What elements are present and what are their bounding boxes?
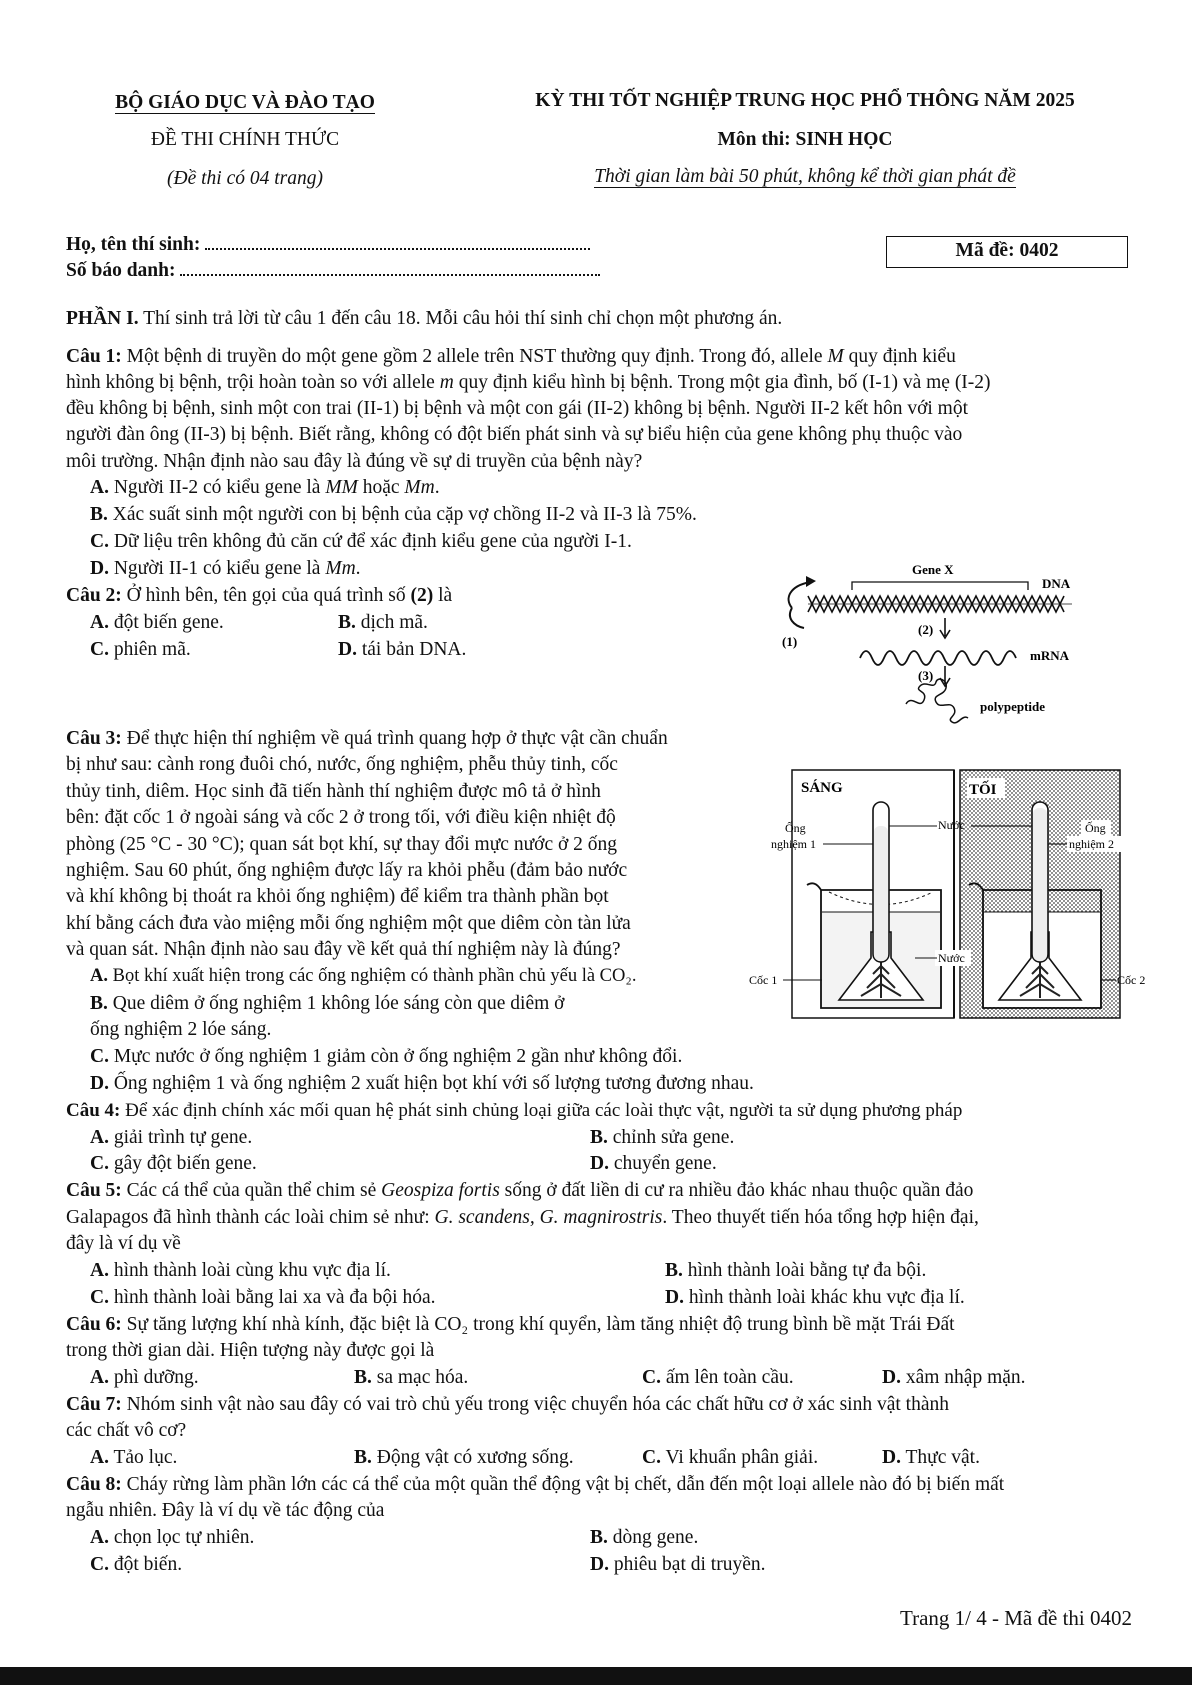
- q8-option-c: C. đột biến.: [90, 1554, 183, 1575]
- process-2-label: (2): [918, 622, 934, 637]
- q5-option-c: C. hình thành loài bằng lai xa và đa bội hóa.: [90, 1287, 436, 1308]
- q2-option-a: A. đột biến gene.: [90, 612, 224, 633]
- q1-line4: người đàn ông (II-3) bị bệnh. Biết rằng, không có đột biến phát sinh và sự biểu hiện của gene không phụ thuộc vào: [66, 424, 963, 445]
- mrna-strand: [860, 651, 1016, 665]
- q5-option-b: B. hình thành loài bằng tự đa bội.: [665, 1260, 927, 1281]
- q3-line4: bên: đặt cốc 1 ở ngoài sáng và cốc 2 ở trong tối, với điều kiện nhiệt độ: [66, 807, 616, 828]
- ministry-name: BỘ GIÁO DỤC VÀ ĐÀO TẠO: [115, 92, 375, 113]
- polypeptide-label: polypeptide: [980, 699, 1046, 714]
- part1-instruction: PHẦN I. Thí sinh trả lời từ câu 1 đến câu 18. Mỗi câu hỏi thí sinh chỉ chọn một phương án.: [66, 308, 783, 329]
- water-top-label: Nước: [938, 818, 965, 832]
- process-3-label: (3): [918, 668, 934, 683]
- q5-line2: Galapagos đã hình thành các loài chim sẻ như: G. scandens, G. magnirostris. Theo thuyết tiến hóa tổng hợp hiện đại,: [66, 1207, 979, 1228]
- candidate-name-label: Họ, tên thí sinh:: [66, 234, 201, 255]
- q5-line1: Câu 5: Các cá thể của quần thể chim sẻ Geospiza fortis sống ở đất liền di cư ra nhiều đảo khác nhau thuộc quần đảo: [66, 1180, 974, 1201]
- q3-line1: Câu 3: Để thực hiện thí nghiệm về quá trình quang hợp ở thực vật cần chuẩn: [66, 728, 668, 749]
- q4-option-a: A. giải trình tự gene.: [90, 1127, 253, 1148]
- q7-option-a: A. Tảo lục.: [90, 1447, 178, 1468]
- polypeptide-chain: [906, 679, 968, 723]
- candidate-name-dots: [205, 234, 590, 250]
- q8-option-b: B. dòng gene.: [590, 1527, 699, 1548]
- q8-option-a: A. chọn lọc tự nhiên.: [90, 1527, 255, 1548]
- q3-option-c: C. Mực nước ở ống nghiệm 1 giảm còn ở ống nghiệm 2 gần như không đổi.: [90, 1046, 683, 1067]
- scan-edge: [0, 1667, 1192, 1685]
- gene-x-label: Gene X: [912, 562, 954, 577]
- process-1-label: (1): [782, 634, 798, 649]
- gene-expression-figure: [780, 556, 1100, 731]
- q8-line1: Câu 8: Cháy rừng làm phần lớn các cá thể của một quần thể động vật bị chết, dẫn đến một loại allele nào đó bị biến mất: [66, 1474, 1005, 1495]
- q7-option-c: C. Vi khuẩn phân giải.: [642, 1447, 819, 1468]
- exam-title: KỲ THI TỐT NGHIỆP TRUNG HỌC PHỔ THÔNG NĂM 2025: [535, 90, 1075, 111]
- q3-option-d: D. Ống nghiệm 1 và ống nghiệm 2 xuất hiện bọt khí với số lượng tương đương nhau.: [90, 1073, 754, 1094]
- q5-line3: đây là ví dụ về: [66, 1233, 181, 1254]
- divider: [953, 770, 955, 1018]
- dark-label: TỐI: [969, 782, 997, 798]
- q1-option-c: C. Dữ liệu trên không đủ căn cứ để xác định kiểu gene của người I-1.: [90, 531, 632, 552]
- time-note: Thời gian làm bài 50 phút, không kể thời gian phát đề: [594, 166, 1016, 187]
- candidate-id-label: Số báo danh:: [66, 260, 176, 281]
- q7-option-d: D. Thực vật.: [882, 1447, 980, 1468]
- q1-line1: Câu 1: Một bệnh di truyền do một gene gồm 2 allele trên NST thường quy định. Trong đó, allele M quy định kiểu: [66, 346, 956, 367]
- replication-arrowhead: [806, 576, 816, 587]
- q1-option-a: A. Người II-2 có kiểu gene là MM hoặc Mm.: [90, 477, 440, 498]
- cup-1-label: Cốc 1: [749, 973, 778, 987]
- candidate-id-dots: [180, 260, 600, 276]
- q6-option-a: A. phì dưỡng.: [90, 1367, 199, 1388]
- q7-line2: các chất vô cơ?: [66, 1420, 187, 1441]
- q3-line2: bị như sau: cành rong đuôi chó, nước, ống nghiệm, phễu thủy tinh, cốc: [66, 754, 618, 775]
- tube-2-label-b: nghiệm 2: [1069, 837, 1114, 851]
- page-footer: Trang 1/ 4 - Mã đề thi 0402: [900, 1606, 1132, 1630]
- replication-arrow-tail: [790, 608, 804, 628]
- q8-line2: ngẫu nhiên. Đây là ví dụ về tác động của: [66, 1500, 385, 1521]
- q8-option-d: D. phiêu bạt di truyền.: [590, 1554, 766, 1575]
- q7-option-b: B. Động vật có xương sống.: [354, 1447, 574, 1468]
- q3-line6: nghiệm. Sau 60 phút, ống nghiệm được lấy ra khỏi phễu (đảm bảo nước: [66, 860, 628, 881]
- q4-option-d: D. chuyển gene.: [590, 1153, 717, 1174]
- q2-option-c: C. phiên mã.: [90, 639, 191, 660]
- dna-label: DNA: [1042, 576, 1071, 591]
- q6-option-b: B. sa mạc hóa.: [354, 1367, 469, 1388]
- q1-line3: đều không bị bệnh, sinh một con trai (II-1) bị bệnh và một con gái (II-2) không bị bệnh. Người II-2 kết hôn với một: [66, 398, 969, 419]
- q5-option-d: D. hình thành loài khác khu vực địa lí.: [665, 1287, 965, 1308]
- process-2-arrow: [940, 618, 950, 638]
- q2-option-d: D. tái bản DNA.: [338, 639, 467, 660]
- light-label: SÁNG: [801, 780, 843, 796]
- q3-option-a: A. Bọt khí xuất hiện trong các ống nghiệm có thành phần chủ yếu là CO₂.: [90, 966, 637, 986]
- q3-line9: và quan sát. Nhận định nào sau đây về kết quả thí nghiệm này là đúng?: [66, 939, 621, 960]
- q2-stem: Câu 2: Ở hình bên, tên gọi của quá trình số (2) là: [66, 585, 453, 606]
- q3-line5: phòng (25 °C - 30 °C); quan sát bọt khí, sự thay đổi mực nước ở 2 ống: [66, 834, 618, 855]
- q4-option-c: C. gây đột biến gene.: [90, 1153, 257, 1174]
- tube-1-label-a: Ống: [785, 821, 806, 835]
- q3-line3: thủy tinh, diêm. Học sinh đã tiến hành thí nghiệm được mô tả ở hình: [66, 781, 601, 802]
- official-label: ĐỀ THI CHÍNH THỨC: [150, 129, 340, 150]
- q3-option-b-cont: ống nghiệm 2 lóe sáng.: [90, 1019, 272, 1040]
- q5-option-a: A. hình thành loài cùng khu vực địa lí.: [90, 1260, 391, 1281]
- mrna-label: mRNA: [1030, 648, 1069, 663]
- q6-option-c: C. ấm lên toàn cầu.: [642, 1367, 794, 1388]
- q1-line2: hình không bị bệnh, trội hoàn toàn so với allele m quy định kiểu hình bị bệnh. Trong một gia đình, bố (I-1) và mẹ (I-2): [66, 372, 991, 393]
- candidate-name-row: [66, 232, 590, 258]
- exam-code-box: Mã đề: 0402: [886, 236, 1128, 268]
- q1-option-d: D. Người II-1 có kiểu gene là Mm.: [90, 558, 361, 579]
- q3-line8: khí bằng cách đưa vào miệng mỗi ống nghiệm một que diêm còn tàn lửa: [66, 913, 631, 934]
- cup-2-label: Cốc 2: [1117, 973, 1146, 987]
- pages-note: (Đề thi có 04 trang): [167, 168, 323, 189]
- test-tube-1-water: [874, 826, 888, 961]
- q4-option-b: B. chỉnh sửa gene.: [590, 1127, 735, 1148]
- q2-option-b: B. dịch mã.: [338, 612, 428, 633]
- tube-2-label-a: Ống: [1085, 821, 1106, 835]
- water-mid-label: Nước: [938, 951, 965, 965]
- test-tube-2-water: [1033, 808, 1047, 961]
- photosynthesis-experiment-figure: [745, 762, 1160, 1024]
- q6-line1: Câu 6: Sự tăng lượng khí nhà kính, đặc biệt là CO₂ trong khí quyển, làm tăng nhiệt độ trung bình bề mặt Trái Đất: [66, 1314, 955, 1335]
- q7-line1: Câu 7: Nhóm sinh vật nào sau đây có vai trò chủ yếu trong việc chuyển hóa các chất hữu cơ ở xác sinh vật thành: [66, 1394, 949, 1415]
- q6-option-d: D. xâm nhập mặn.: [882, 1367, 1026, 1388]
- q6-line2: trong thời gian dài. Hiện tượng này được gọi là: [66, 1340, 435, 1361]
- q1-option-b: B. Xác suất sinh một người con bị bệnh của cặp vợ chồng II-2 và II-3 là 75%.: [90, 504, 697, 525]
- tube-1-label-b: nghiệm 1: [771, 837, 816, 851]
- q1-line5: môi trường. Nhận định nào sau đây là đúng về sự di truyền của bệnh này?: [66, 451, 643, 472]
- q4-stem: Câu 4: Để xác định chính xác mối quan hệ phát sinh chủng loại giữa các loài thực vật, người ta sử dụng phương pháp: [66, 1100, 963, 1121]
- gene-bracket: [852, 582, 1028, 590]
- q3-option-b: B. Que diêm ở ống nghiệm 1 không lóe sáng còn que diêm ở: [90, 993, 565, 1014]
- candidate-id-row: [66, 258, 600, 284]
- subject: Môn thi: SINH HỌC: [717, 129, 893, 150]
- q3-line7: và khí không bị thoát ra khỏi ống nghiệm) để kiểm tra thành phần bọt: [66, 886, 609, 907]
